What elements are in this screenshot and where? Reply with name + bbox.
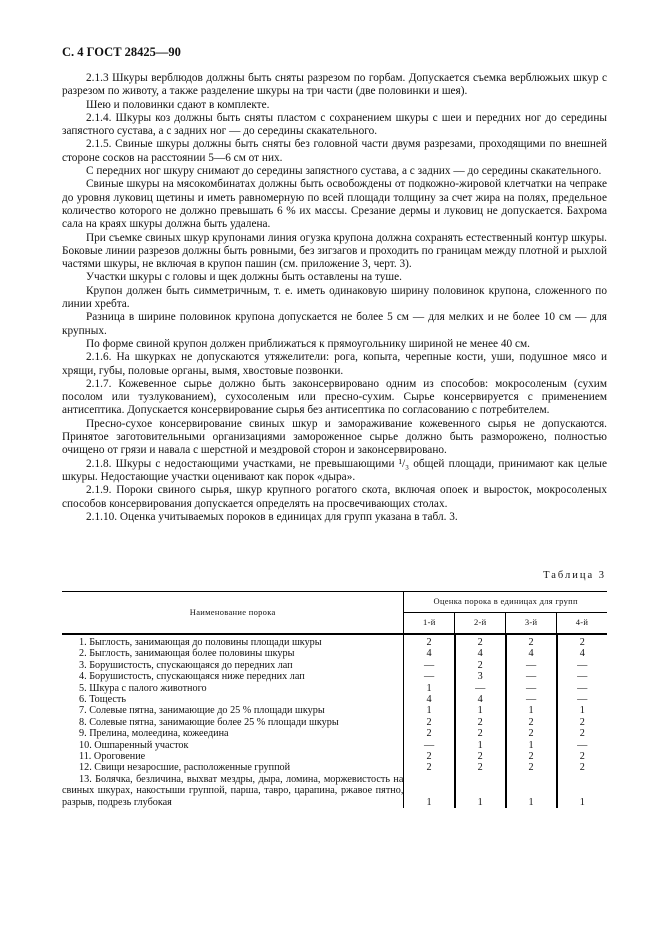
group-1-value: 2 [404,717,455,728]
table-row [62,660,607,671]
group-3-value: — [506,660,557,671]
table-row [62,634,607,648]
paragraph: 2.1.7. Кожевенное сырье должно быть законсервировано одним из способов: мокросоленым (сухим посолом или тузлукованием), сухосоленым или пресно-сухим. Сырье консервируется с применением антисептика. Допускается консервирование сырья без антисептика по согласованию с потребителем. [62,377,607,417]
paragraph: 2.1.4. Шкуры коз должны быть сняты пластом с сохранением шкуры с шеи и передних ног до середины запястного сустава, а с задних ног — до середины скакательного. [62,111,607,138]
group-1-value: 2 [404,762,455,773]
column-header-group-2: 2-й [455,613,506,635]
defect-name: 6. Тощесть [62,694,404,705]
group-1-value: 2 [404,728,455,739]
table-row [62,705,607,716]
defect-name: 2. Быглость, занимающая более половины шкуры [62,648,404,659]
paragraph: 2.1.9. Пороки свиного сырья, шкур крупного рогатого скота, включая опоек и выросток, мокросоленых способов консервирования допускается определять на просвечивающих столах. [62,484,607,510]
defect-name: 9. Прелина, молеедина, кожеедина [62,728,404,739]
group-3-value: — [506,671,557,682]
group-1-value: 2 [404,634,455,648]
page-header: С. 4 ГОСТ 28425—90 [62,45,181,59]
table-row [62,694,607,705]
group-2-value: 2 [455,660,506,671]
group-3-value: 2 [506,751,557,762]
group-2-value: 3 [455,671,506,682]
defect-name: 10. Ошпаренный участок [62,740,404,751]
group-1-value: 2 [404,751,455,762]
group-2-value: 1 [455,705,506,716]
group-3-value: 4 [506,648,557,659]
paragraph: Шею и половинки сдают в комплекте. [86,98,270,111]
table-row [62,683,607,694]
table-row [62,751,607,762]
group-2-value: — [455,683,506,694]
group-3-value: — [506,694,557,705]
column-header-groups: Оценка порока в единицах для групп [404,592,607,613]
group-1-value: 1 [404,705,455,716]
group-2-value: 2 [455,762,506,773]
table-caption: Таблица 3 [543,570,606,581]
paragraph: Разница в ширине половинок крупона допускается не более 5 см — для мелких и не более 10 см — для крупных. [62,311,607,337]
group-3-value: 1 [506,705,557,716]
group-1-value: — [404,740,455,751]
group-4-value: 2 [579,637,585,648]
group-4-value: 4 [579,648,585,660]
group-2-value: 2 [455,751,506,762]
group-2-value: 4 [455,694,506,705]
group-1-value: 1 [404,683,455,694]
group-2-value: 2 [455,717,506,728]
defect-name: 13. Болячка, безличина, выхват мездры, дыра, ломина, моржевистость на свиных шкурах, накостыши группой, парша, тавро, царапина, ржавое пятно, разрыв, подрезь глубокая [62,773,404,808]
defect-name: 11. Ороговение [62,751,404,762]
paragraph: С передних ног шкуру снимают до середины запястного сустава, а с задних — до середины скакательного. [86,165,602,178]
group-2-value: 1 [455,774,506,808]
table-row [62,740,607,751]
paragraph: 2.1.10. Оценка учитываемых пороков в единицах для групп указана в табл. 3. [86,510,458,523]
group-2-value: 1 [455,740,506,751]
table-row [62,762,607,773]
group-4-value: — [577,682,588,694]
paragraph: Пресно-сухое консервирование свиных шкур и замораживание кожевенного сырья не допускаются. Принятое заготовительными организациями замороженное сырье должно быть разморожено, полностью очищено от грязи и навала с шерстной и мездровой сторон и законсервировано. [62,417,607,457]
group-3-value: 2 [506,762,557,773]
paragraph: Участки шкуры с головы и щек должны быть оставлены на туше. [86,271,402,284]
group-3-value: 1 [506,740,557,751]
group-1-value: — [404,660,455,671]
column-header-group-4: 4-й [575,617,589,628]
defect-name: 8. Солевые пятна, занимающие более 25 % площади шкуры [62,717,404,728]
group-3-value: 1 [506,774,557,808]
table-row [62,671,607,682]
group-4-value: 2 [579,762,585,774]
defect-name: 12. Свищи незаросшие, расположенные группой [62,762,404,773]
paragraph: 2.1.5. Свиные шкуры должны быть сняты без головной части двумя разрезами, проходящими по внешней стороне сосков на расстоянии 5—6 см от них. [62,138,607,164]
group-4-value: 1 [579,796,585,808]
document-body [62,72,607,524]
group-4-value: 1 [579,705,585,717]
defect-name: 4. Борушистость, спускающаяся ниже передних лап [62,671,404,682]
paragraph: Крупон должен быть симметричным, т. е. иметь одинаковую ширину половинок крупона, сложенного по линии хребта. [62,284,607,311]
group-4-value: — [577,739,588,751]
table-row [62,717,607,728]
group-4-value: 2 [579,716,585,728]
group-3-value: 2 [506,717,557,728]
column-header-name: Наименование порока [62,592,404,635]
table-row [62,774,607,808]
paragraph: 2.1.8. Шкуры с недостающими участками, не превышающими ¹/₃ общей площади, принимают как целые шкуры. Недостающие участки оценивают как порок «дыра». [62,457,607,483]
paragraph: 2.1.3 Шкуры верблюдов должны быть сняты разрезом по горбам. Допускается съемка верблюжьих шкур с разрезом по животу, а также разделение шкуры на три части (две половинки и шея). [62,72,607,98]
defect-name: 1. Быглость, занимающая до половины площади шкуры [62,634,404,648]
group-3-value: 2 [506,728,557,739]
group-4-value: — [577,671,588,683]
column-header-group-1: 1-й [404,613,455,635]
defects-table [62,591,607,808]
paragraph: Свиные шкуры на мясокомбинатах должны быть освобождены от подкожно-жировой клетчатки на чепраке до уровня луковиц щетины и иметь равномерную по всей площади толщину за счет жира на полях, предельное количество которого не должно превышать 6 % их массы. Срезание дермы и луковиц не допускается. Бахрома сала на краях шкуры должна быть удалена. [62,178,607,231]
defect-name: 3. Борушистость, спускающаяся до передних лап [62,660,404,671]
group-4-value: 2 [579,751,585,763]
group-4-value: — [577,694,588,706]
group-4-value: 2 [579,728,585,740]
group-3-value: 2 [506,634,557,648]
paragraph: 2.1.6. На шкурках не допускаются утяжелители: рога, копыта, черепные кости, уши, подушное мясо и хрящи, губы, половые органы, вымя, хвостовые позвонки. [62,351,607,377]
paragraph: При съемке свиных шкур крупонами линия огузка крупона должна сохранять естественный контур шкуры. Боковые линии разрезов должны быть ровными, без зигзагов и проходить по границам между плотной и рыхлой частями шкуры, не включая в крупон пашин (см. приложение 3, черт. 3). [62,231,607,271]
group-1-value: — [404,671,455,682]
group-1-value: 4 [404,694,455,705]
group-2-value: 4 [455,648,506,659]
group-2-value: 2 [455,634,506,648]
paragraph: По форме свиной крупон должен приближаться к прямоугольнику шириной не менее 40 см. [86,337,530,350]
group-1-value: 4 [404,648,455,659]
defect-name: 5. Шкура с палого животного [62,683,404,694]
column-header-group-3: 3-й [506,613,557,635]
group-2-value: 2 [455,728,506,739]
group-3-value: — [506,683,557,694]
group-4-value: — [577,659,588,671]
table-row [62,728,607,739]
group-1-value: 1 [404,774,455,808]
table-row [62,648,607,659]
defect-name: 7. Солевые пятна, занимающие до 25 % площади шкуры [62,705,404,716]
